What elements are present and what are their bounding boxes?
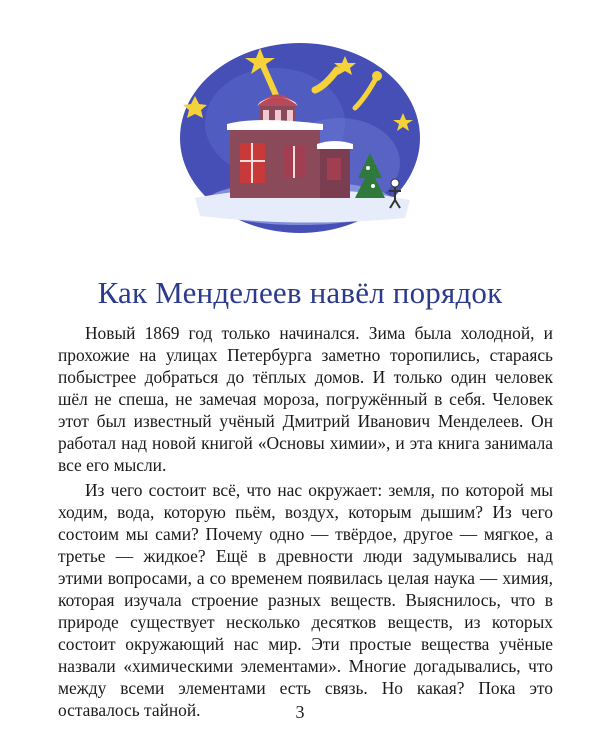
paragraph: Из чего состоит всё, что нас окружает: земля, по которой мы ходим, вода, которую пьём, воздух, которым дышим? Из чего состоим мы сами? Почему одно — твёрдое, другое — мягкое, а третье — жидкое? Ещё в древности люди задумывались над этими вопросами, а со временем появилась целая наука — химия, которая изучала строение разных веществ. Выяснилось, что в природе существует несколько десятков веществ, из которых состоит окружающий нас мир. Эти простые вещества учёные назвали «химическими элементами». Многие догадывались, что между всеми элементами есть связь. Но какая? Пока это оставалось тайной. (58, 480, 553, 720)
house-illustration-icon (165, 28, 435, 238)
body-text (58, 322, 553, 721)
page-title: Как Менделеев навёл порядок (97, 275, 503, 310)
paragraph: Новый 1869 год только начинался. Зима была холодной, и прохожие на улицах Петербурга заметно торопились, стараясь побыстрее добраться до тёплых домов. И только один человек шёл не спеша, не замечая мороза, погружённый в себя. Человек этот был известный учёный Дмитрий Иванович Менделеев. Он работал над новой книгой «Основы химии», и эта книга занимала все его мысли. (58, 323, 553, 475)
winter-night-house-illustration (165, 28, 435, 238)
page-number: 3 (295, 702, 305, 722)
